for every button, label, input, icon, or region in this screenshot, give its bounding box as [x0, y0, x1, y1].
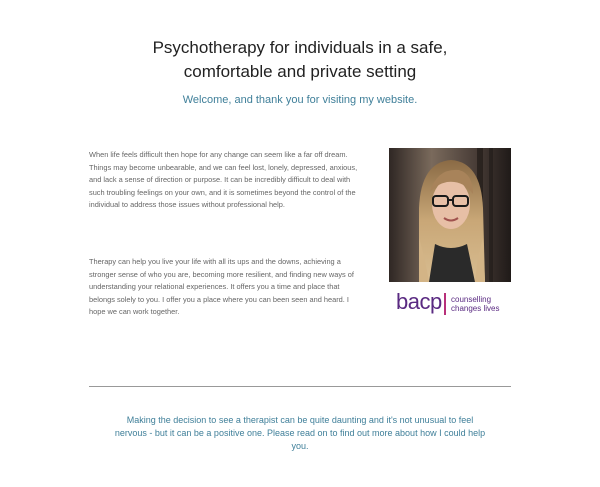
closing-message: Making the decision to see a therapist can be quite daunting and it's not unusual to feel nervous - but it can be a positive one. Please read on to find out more about how I could help you.: [114, 415, 486, 451]
section-divider: [89, 386, 511, 387]
logo-divider: [444, 293, 446, 315]
page-title: [0, 36, 600, 84]
portrait-image: [389, 148, 511, 282]
logo-tagline-line-1: counselling: [451, 295, 492, 304]
therapy-paragraph: Therapy can help you live your life with all its ups and the downs, achieving a stronger sense of who you are, becoming more resilient, and finding new ways of understanding your relational experiences. It offers you a time and place that belongs solely to you. I offer you a place where you can been seen and heard. I hope we can work together.: [89, 257, 354, 316]
title-line-2: comfortable and private setting: [183, 62, 417, 81]
logo-tagline: [451, 295, 499, 313]
title-line-1: Psychotherapy for individuals in a safe,: [152, 38, 448, 57]
logo-tagline-line-2: changes lives: [451, 304, 500, 313]
therapist-photo: [389, 148, 511, 282]
logo-wordmark: bacp: [396, 289, 442, 314]
intro-paragraph: When life feels difficult then hope for any change can seem like a far off dream. Things may become unbearable, and we can feel lost, lonely, depressed, anxious, and lack a sense of direction or purpose. It can be incredibly difficult to deal with such troubling feelings on your own, and it is sometimes beyond the control of the individual to address those issues without professional help.: [89, 150, 358, 209]
bacp-logo: [396, 291, 511, 317]
welcome-message: Welcome, and thank you for visiting my website.: [182, 94, 418, 106]
